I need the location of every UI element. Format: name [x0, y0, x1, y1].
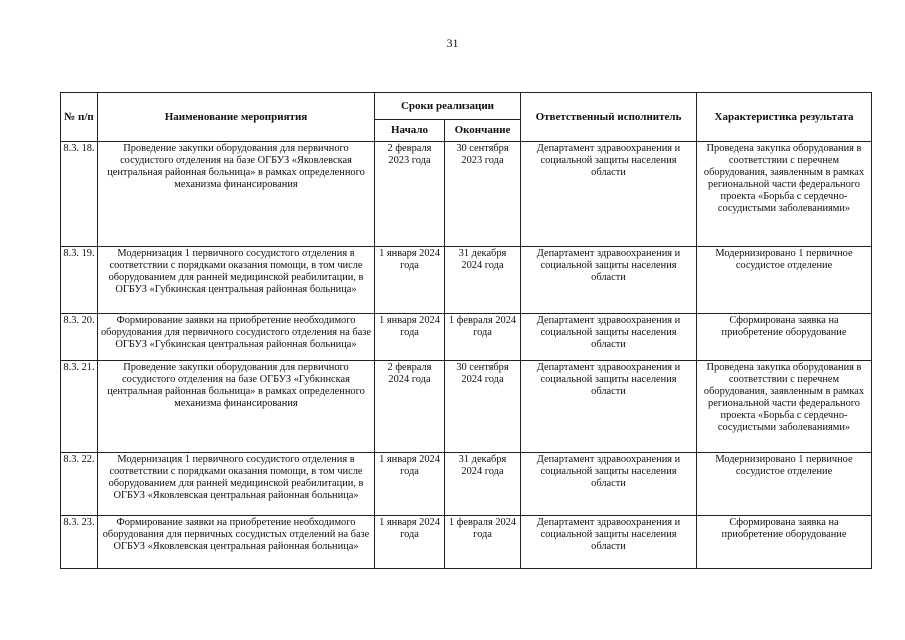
event-name: Проведение закупки оборудования для первичного сосудистого отделения на базе ОГБУЗ «Губкинская центральная районная больница» в рамках определенного механизма финансирования — [98, 361, 375, 453]
table-row — [61, 516, 872, 569]
header-name: Наименование мероприятия — [98, 93, 375, 142]
start-date: 1 января 2024 года — [375, 516, 445, 569]
row-number: 8.3. 18. — [61, 142, 98, 247]
event-name: Модернизация 1 первичного сосудистого отделения в соответствии с порядками оказания помощи, в том числе оборудованием для ранней медицинской реабилитации, в ОГБУЗ «Губкинская центральная районная больница» — [98, 247, 375, 314]
end-date: 31 декабря 2024 года — [445, 247, 521, 314]
row-number: 8.3. 21. — [61, 361, 98, 453]
responsible-executor: Департамент здравоохранения и социальной защиты населения области — [521, 314, 697, 361]
table-row — [61, 247, 872, 314]
header-responsible: Ответственный исполнитель — [521, 93, 697, 142]
end-date: 1 февраля 2024 года — [445, 516, 521, 569]
start-date: 2 февраля 2024 года — [375, 361, 445, 453]
responsible-executor: Департамент здравоохранения и социальной защиты населения области — [521, 142, 697, 247]
header-start: Начало — [375, 120, 445, 142]
header-result: Характеристика результата — [697, 93, 872, 142]
result-description: Модернизировано 1 первичное сосудистое отделение — [697, 453, 872, 516]
event-name: Проведение закупки оборудования для первичного сосудистого отделения на базе ОГБУЗ «Яковлевская центральная районная больница» в рамках определенного механизма финансирования — [98, 142, 375, 247]
result-description: Сформирована заявка на приобретение оборудование — [697, 516, 872, 569]
table-row — [61, 142, 872, 247]
responsible-executor: Департамент здравоохранения и социальной защиты населения области — [521, 361, 697, 453]
responsible-executor: Департамент здравоохранения и социальной защиты населения области — [521, 516, 697, 569]
header-terms: Сроки реализации — [375, 93, 521, 120]
start-date: 2 февраля 2023 года — [375, 142, 445, 247]
events-table — [60, 92, 872, 569]
result-description: Проведена закупка оборудования в соответствии с перечнем оборудования, заявленным в рамках региональной части федерального проекта «Борьба с сердечно-сосудистыми заболеваниями» — [697, 361, 872, 453]
responsible-executor: Департамент здравоохранения и социальной защиты населения области — [521, 453, 697, 516]
result-description: Проведена закупка оборудования в соответствии с перечнем оборудования, заявленным в рамках региональной части федерального проекта «Борьба с сердечно-сосудистыми заболеваниями» — [697, 142, 872, 247]
start-date: 1 января 2024 года — [375, 314, 445, 361]
end-date: 30 сентября 2023 года — [445, 142, 521, 247]
table-row — [61, 361, 872, 453]
end-date: 30 сентября 2024 года — [445, 361, 521, 453]
event-name: Формирование заявки на приобретение необходимого оборудования для первичных сосудистых отделений на базе ОГБУЗ «Яковлевская центральная районная больница» — [98, 516, 375, 569]
header-end: Окончание — [445, 120, 521, 142]
event-name: Модернизация 1 первичного сосудистого отделения в соответствии с порядками оказания помощи, в том числе оборудованием для ранней медицинской реабилитации, в ОГБУЗ «Яковлевская центральная районная больница» — [98, 453, 375, 516]
header-num: № п/п — [61, 93, 98, 142]
row-number: 8.3. 20. — [61, 314, 98, 361]
row-number: 8.3. 19. — [61, 247, 98, 314]
start-date: 1 января 2024 года — [375, 453, 445, 516]
result-description: Модернизировано 1 первичное сосудистое отделение — [697, 247, 872, 314]
table-row — [61, 314, 872, 361]
result-description: Сформирована заявка на приобретение оборудование — [697, 314, 872, 361]
row-number: 8.3. 22. — [61, 453, 98, 516]
table-row — [61, 453, 872, 516]
page-number: 31 — [446, 36, 459, 50]
responsible-executor: Департамент здравоохранения и социальной защиты населения области — [521, 247, 697, 314]
row-number: 8.3. 23. — [61, 516, 98, 569]
event-name: Формирование заявки на приобретение необходимого оборудования для первичного сосудистого отделения на базе ОГБУЗ «Губкинская центральная районная больница» — [98, 314, 375, 361]
end-date: 31 декабря 2024 года — [445, 453, 521, 516]
end-date: 1 февраля 2024 года — [445, 314, 521, 361]
start-date: 1 января 2024 года — [375, 247, 445, 314]
